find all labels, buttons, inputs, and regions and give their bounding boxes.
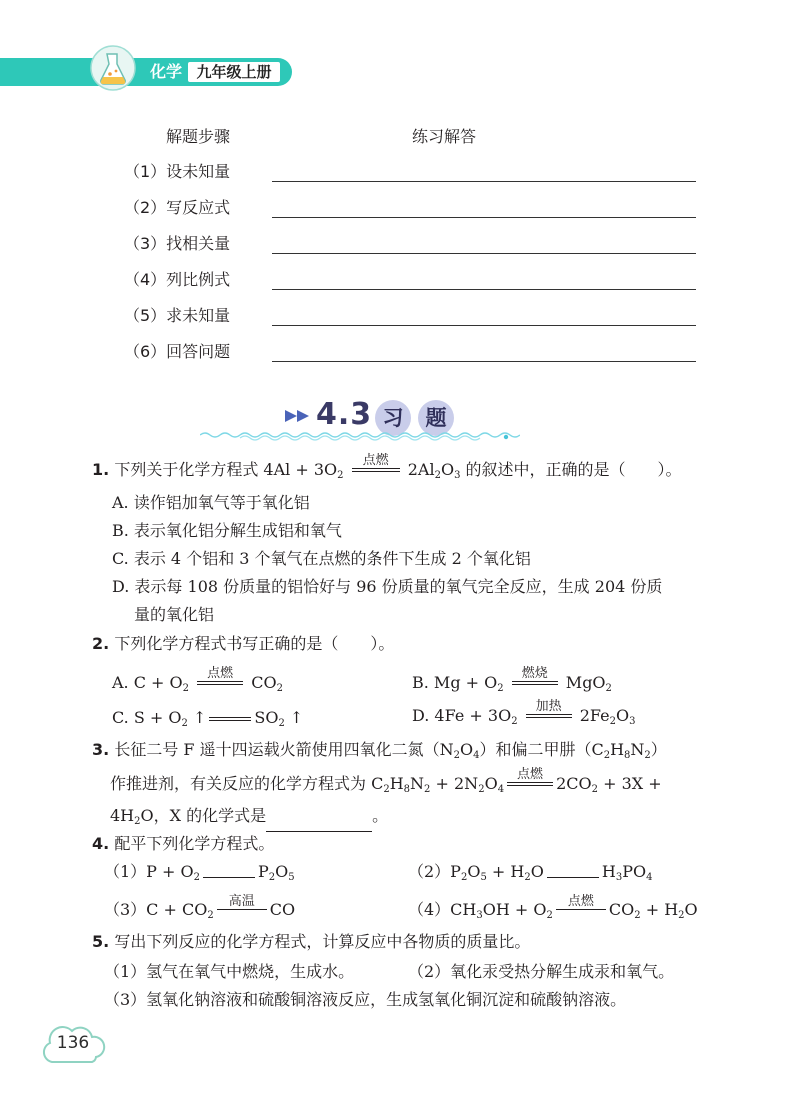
page-number: 136 (56, 1033, 90, 1053)
question-text: ，X 的化学式是 (153, 806, 267, 825)
question-5-stem (92, 932, 530, 952)
sub-item-1: （1）氢气在氧气中燃烧，生成水。 (104, 962, 355, 981)
question-text: 配平下列化学方程式。 (114, 834, 275, 853)
option-a[interactable]: A. 读作铝加氧气等于氧化铝 (112, 493, 310, 512)
reaction-condition: 点燃 (507, 768, 553, 786)
step-label: （1）设未知量 (124, 162, 231, 181)
step-row (124, 264, 704, 294)
question-text: 作推进剂，有关反应的化学方程式为 C (110, 774, 384, 793)
step-label: （6）回答问题 (124, 342, 231, 361)
reaction-condition: 燃烧 (512, 667, 558, 685)
question-number: 5. (92, 932, 110, 951)
reaction-condition: 点燃 (352, 454, 400, 472)
question-text: 下列关于化学方程式 4Al + 3O (114, 460, 338, 479)
option-a[interactable]: A. $C + O_2$ 点燃 $CO_2$ (112, 665, 283, 694)
reaction-condition: 高温 (217, 895, 267, 911)
step-label: （4）列比例式 (124, 270, 231, 289)
question-text: 写出下列反应的化学方程式，计算反应中各物质的质量比。 (114, 932, 531, 951)
sub-item-2: （2）氧化汞受热分解生成汞和氧气。 (408, 962, 675, 981)
equation-item-1: $(1)P + O_2$ $P_2O_5$ (104, 862, 295, 883)
wave-divider (200, 428, 520, 442)
option-d[interactable]: D. 表示每 108 份质量的铝恰好与 96 份质量的氧气完全反应，生成 204 份质 (112, 577, 663, 596)
question-2-stem (92, 634, 394, 654)
option-c[interactable]: C. 表示 4 个铝和 3 个氧气在点燃的条件下生成 2 个氧化铝 (112, 549, 531, 568)
question-3-stem: 3. 长征二号 F 遥十四运载火箭使用四氧化二氮$(N_2O_4)$和偏二甲肼$(C_2H_8N_2)$ (92, 740, 667, 761)
double-arrow-icon (285, 406, 313, 426)
answer-line[interactable] (272, 325, 696, 326)
product-formula: 2Al (407, 460, 435, 479)
steps-column-header: 解题步骤 (166, 127, 231, 146)
question-number: 4. (92, 834, 110, 853)
step-label: （2）写反应式 (124, 198, 231, 217)
reaction-arrow (547, 863, 599, 879)
answer-line[interactable] (272, 289, 696, 290)
question-text: 下列化学方程式书写正确的是（ ）。 (114, 634, 395, 653)
reaction-condition: 点燃 (197, 667, 243, 685)
section-title-char: 习 (375, 400, 411, 436)
step-row (124, 228, 704, 258)
answer-line[interactable] (272, 217, 696, 218)
question-text: 的叙述中，正确的是（ ）。 (465, 460, 682, 479)
equals-sign (209, 717, 251, 721)
answer-line[interactable] (272, 181, 696, 182)
question-4-stem (92, 834, 274, 854)
reaction-condition: 加热 (526, 700, 572, 718)
answer-line[interactable] (272, 361, 696, 362)
answer-blank[interactable] (266, 815, 372, 832)
step-label: （3）找相关量 (124, 234, 231, 253)
question-text: 长征二号 F 遥十四运载火箭使用四氧化二氮（N (114, 740, 454, 759)
step-row (124, 336, 704, 366)
answer-column-header: 练习解答 (412, 127, 477, 146)
question-1-stem: 1. 下列关于化学方程式 $4Al + 3O_2$ 点燃 $2Al_2O_3$ 的叙述中，正确的是（ ）。 (92, 452, 682, 481)
step-row (124, 300, 704, 330)
equation-item-3: $(3)C + CO_2$ 高温 CO (104, 893, 296, 921)
option-c[interactable]: C. $S + O_2$ ↑ $SO_2$ ↑ (112, 708, 304, 729)
question-number: 1. (92, 460, 110, 479)
question-3-ending: $4H_2O$，X 的化学式是 。 (110, 806, 388, 832)
question-number: 2. (92, 634, 110, 653)
question-3-equation: 作推进剂，有关反应的化学方程式为 $C_2H_8N_2 + 2N_2O_4$ 点燃 $2CO_2 + 3X$ + (110, 766, 662, 795)
step-row (124, 192, 704, 222)
section-number: 4.3 (316, 397, 373, 432)
step-row (124, 156, 704, 186)
flask-logo-icon (88, 44, 138, 92)
equation-item-4: $(4)CH_3OH + O_2$ 点燃 $CO_2 + H_2O$ (408, 893, 698, 921)
equation-item-2: $(2)P_2O_5 + H_2O$ $H_3PO_4$ (408, 862, 653, 883)
answer-line[interactable] (272, 253, 696, 254)
section-title-char: 题 (418, 400, 454, 436)
option-d[interactable]: D. $4Fe + 3O_2$ 加热 $2Fe_2O_3$ (412, 698, 636, 727)
option-b[interactable]: B. 表示氧化铝分解生成铝和氧气 (112, 521, 342, 540)
sub-item-3: （3）氢氧化钠溶液和硫酸铜溶液反应，生成氢氧化铜沉淀和硫酸钠溶液。 (104, 990, 627, 1009)
grade-label: 九年级上册 (188, 62, 280, 82)
question-text: 。 (372, 806, 389, 825)
step-label: （5）求未知量 (124, 306, 231, 325)
option-d-continued: 量的氧化铝 (134, 605, 215, 624)
reaction-arrow (203, 863, 255, 879)
reaction-condition: 点燃 (556, 895, 606, 911)
subject-label: 化学 (149, 62, 182, 81)
option-b[interactable]: B. $Mg + O_2$ 燃烧 MgO$_2$ (412, 665, 612, 694)
question-number: 3. (92, 740, 110, 759)
